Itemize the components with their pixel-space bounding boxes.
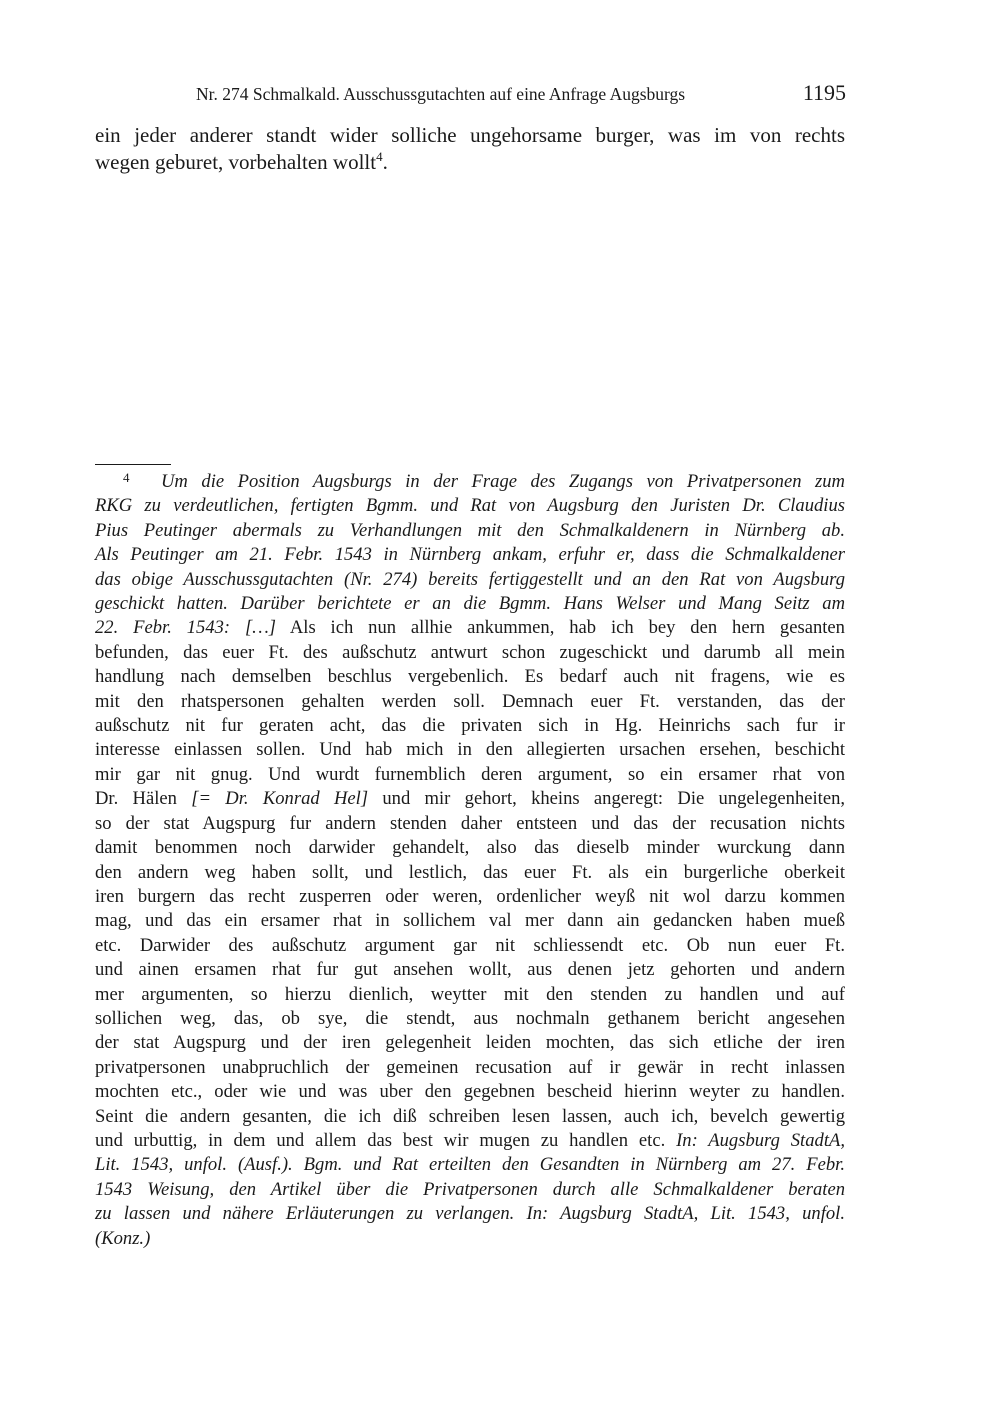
- quoted-source-text: mit den rhatspersonen gehalten werden soll. Demnach euer Ft. verstanden, das der: [95, 690, 845, 712]
- footnote-line: [95, 1202, 845, 1226]
- footnote-line: [95, 543, 845, 567]
- footnote-line: [95, 763, 845, 787]
- footnote-line: [95, 714, 845, 738]
- quoted-source-text: privatpersonen unabpruchlich der gemeinen recusation auf ir gewär in recht inlassen: [95, 1056, 845, 1078]
- editorial-text: geschickt hatten. Darüber berichtete er an die Bgmm. Hans Welser und Mang Seitz am: [95, 593, 845, 615]
- quoted-source-text: handlung nach demselben beschlus vergebenlich. Es bedarf auch nit fragens, wie es: [95, 666, 845, 688]
- quoted-source-text: mochten etc., oder wie und was uber den gegebnen bescheid hierinn weyter zu handlen.: [95, 1081, 845, 1103]
- footnote-line: [95, 1178, 845, 1202]
- editorial-text: In: Augsburg StadtA,: [676, 1129, 845, 1151]
- footnote-line: [95, 568, 845, 592]
- footnote-separator: [95, 464, 171, 465]
- main-text-fragment: wegen geburet, vorbehalten wollt: [95, 150, 377, 174]
- editorial-text: das obige Ausschussgutachten (Nr. 274) bereits fertiggestellt und an den Rat von Augsburg: [95, 568, 845, 590]
- footnote-line: [95, 494, 845, 518]
- main-text-line: ein jeder anderer standt wider solliche ungehorsame burger, was im von rechts: [95, 123, 845, 147]
- footnote-line: [95, 861, 845, 885]
- footnote-line: [95, 1153, 845, 1177]
- footnote-line: [95, 1007, 845, 1031]
- footnote-line: [95, 787, 845, 811]
- editorial-text: 1543 Weisung, den Artikel über die Privatpersonen durch alle Schmalkaldener beraten: [95, 1178, 845, 1200]
- quoted-source-text: mag, und das ein ersamer rhat in sollichem val mer dann ain gedancken haben mueß: [95, 910, 845, 932]
- footnote-line: [95, 1056, 845, 1080]
- quoted-source-text: mer argumenten, so hierzu dienlich, weytter mit den stenden zu handlen und auf: [95, 983, 845, 1005]
- editorial-text: zu lassen und nähere Erläuterungen zu verlangen. In: Augsburg StadtA, Lit. 1543, unfol.: [95, 1203, 845, 1225]
- page-number: 1195: [802, 80, 846, 105]
- quoted-source-text: so der stat Augspurg fur andern stenden daher entsteen und das der recusation nichts: [95, 812, 845, 834]
- editorial-text: 22. Febr. 1543: […]: [95, 617, 276, 639]
- footnote: [95, 470, 845, 1251]
- footnote-line: [95, 836, 845, 860]
- quoted-source-text: der stat Augspurg und der iren gelegenheit leiden mochten, das sich etliche der iren: [95, 1032, 845, 1054]
- quoted-source-text: sollichen weg, das, ob sye, die stendt, aus nochmaln gethanem bericht angesehen: [95, 1007, 845, 1029]
- footnote-line: [95, 958, 845, 982]
- quoted-source-text: den andern weg haben sollt, und lestlich, das euer Ft. als ein burgerliche oberkeit: [95, 861, 845, 883]
- footnote-line: [95, 616, 845, 640]
- footnote-line: [95, 470, 845, 494]
- main-text-fragment: .: [382, 150, 388, 174]
- quoted-source-text: mir gar nit gnug. Und wurdt furnemblich deren argument, so ein ersamer rhat von: [95, 763, 845, 785]
- quoted-source-text: und ainen ersamen rhat fur gut ansehen wollt, aus denen jetz gehorten und andern: [95, 959, 845, 981]
- quoted-source-text: interesse einlassen sollen. Und hab mich in den allegierten ursachen ersehen, beschicht: [95, 739, 845, 761]
- quoted-source-text: außschutz nit fur geraten acht, das die privaten sich in Hg. Heinrichs sach fur ir: [95, 715, 845, 737]
- footnote-line: [95, 1031, 845, 1055]
- quoted-source-text: befunden, das euer Ft. des außschutz antwurt schon zugeschickt und darumb all mein: [95, 641, 845, 663]
- footnote-line: [95, 519, 845, 543]
- editorial-text: RKG zu verdeutlichen, fertigten Bgmm. und Rat von Augsburg den Juristen Dr. Claudius: [95, 495, 845, 517]
- footnote-line: [95, 738, 845, 762]
- footnote-line: [95, 909, 845, 933]
- quoted-source-text: und urbuttig, in dem und allem das best wir mugen zu handlen etc.: [95, 1129, 677, 1151]
- footnote-number: 4: [123, 470, 130, 485]
- quoted-source-text: iren burgern das recht zusperren oder weren, ordenlicher weyß nit wol darzu kommen: [95, 885, 845, 907]
- editorial-text: Um die Position Augsburgs in der Frage des Zugangs von Privatpersonen zum: [161, 471, 845, 492]
- quoted-source-text: Als ich nun allhie ankummen, hab ich bey den hern gesanten: [276, 617, 845, 639]
- footnote-line: [95, 592, 845, 616]
- footnote-line: [95, 1105, 845, 1129]
- main-text: [95, 122, 845, 176]
- editorial-text: Pius Peutinger abermals zu Verhandlungen mit den Schmalkaldenern in Nürnberg ab.: [95, 519, 845, 541]
- footnote-line: [95, 934, 845, 958]
- editorial-text: Als Peutinger am 21. Febr. 1543 in Nürnberg ankam, erfuhr er, dass die Schmalkaldener: [95, 544, 845, 566]
- editorial-text: (Konz.): [95, 1227, 151, 1249]
- quoted-source-text: Dr. Hälen: [95, 788, 192, 810]
- footnote-reference[interactable]: 4: [376, 149, 383, 164]
- footnote-line: [95, 812, 845, 836]
- footnote-line: [95, 1227, 845, 1251]
- quoted-source-text: damit benommen noch darwider gehandelt, also das dieselb minder wurckung dann: [95, 837, 845, 859]
- footnote-line: [95, 1129, 845, 1153]
- editorial-text: Lit. 1543, unfol. (Ausf.). Bgm. und Rat erteilten den Gesandten in Nürnberg am 27. Febr.: [95, 1154, 845, 1176]
- footnote-line: [95, 641, 845, 665]
- footnote-line: [95, 885, 845, 909]
- quoted-source-text: Seint die andern gesanten, die ich diß schreiben lesen lassen, auch ich, bevelch gewertig: [95, 1105, 845, 1127]
- editorial-text: [= Dr. Konrad Hel]: [191, 788, 369, 810]
- footnote-line: [95, 983, 845, 1007]
- quoted-source-text: etc. Darwider des außschutz argument gar nit schliessendt etc. Ob nun euer Ft.: [95, 934, 845, 956]
- footnote-line: [95, 690, 845, 714]
- running-head: [196, 82, 846, 110]
- running-title: Nr. 274 Schmalkald. Ausschussgutachten auf eine Anfrage Augsburgs: [196, 84, 686, 104]
- footnote-line: [95, 1080, 845, 1104]
- main-text-line: [95, 149, 845, 176]
- footnote-line: [95, 665, 845, 689]
- quoted-source-text: und mir gehort, kheins angeregt: Die ungelegenheiten,: [368, 788, 846, 810]
